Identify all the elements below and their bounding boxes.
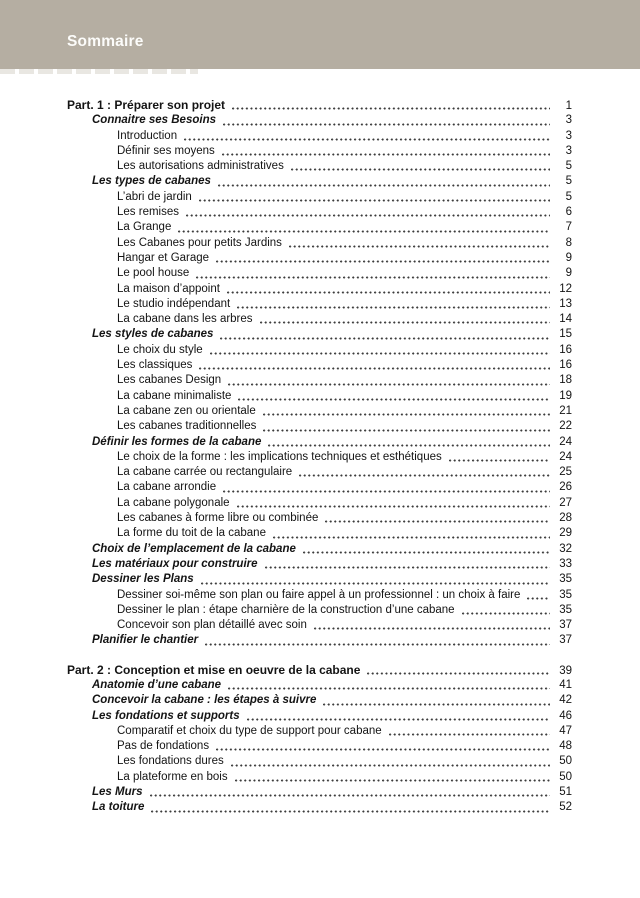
dot-leader [449, 459, 550, 462]
toc-row [67, 618, 572, 633]
toc-entry-label: Les fondations dures [117, 755, 224, 768]
toc-entry-label: Définir ses moyens [117, 144, 215, 157]
page-number: 24 [559, 435, 572, 448]
toc-row [67, 435, 572, 450]
dot-leader [186, 214, 550, 217]
page-number: 27 [559, 496, 572, 509]
toc-entry-label: La forme du toit de la cabane [117, 527, 266, 540]
dot-leader [325, 520, 550, 523]
dot-leader [216, 748, 550, 751]
dot-leader [178, 230, 550, 233]
dot-leader [218, 184, 550, 187]
toc-entry-label: Part. 2 : Conception et mise en oeuvre de la cabane [67, 662, 361, 677]
toc-entry-label: La cabane carrée ou rectangulaire [117, 466, 293, 479]
dot-leader [237, 306, 550, 309]
page-number: 6 [565, 206, 572, 219]
toc-row [67, 174, 572, 189]
toc-row [67, 542, 572, 557]
toc-row [67, 113, 572, 128]
toc-entry-label: Dessiner le plan : étape charnière de la construction d’une cabane [117, 603, 455, 616]
dot-leader [263, 413, 550, 416]
toc-entry-label: Les cabanes traditionnelles [117, 420, 257, 433]
page-number: 37 [559, 619, 572, 632]
page-number: 21 [559, 404, 572, 417]
dot-leader [232, 107, 550, 110]
dot-leader [265, 566, 550, 569]
toc-entry-label: Choix de l’emplacement de la cabane [92, 542, 296, 555]
toc-entry-label: Introduction [117, 129, 178, 142]
toc-row [67, 557, 572, 572]
toc-entry-label: Dessiner soi-même son plan ou faire appel à un professionnel : un choix à faire [117, 588, 521, 601]
page-number: 15 [559, 328, 572, 341]
page-number: 35 [559, 603, 572, 616]
toc-entry-label: La cabane minimaliste [117, 389, 232, 402]
page-number: 35 [559, 588, 572, 601]
toc-row [67, 389, 572, 404]
page-number: 39 [559, 664, 572, 677]
page-number: 48 [559, 740, 572, 753]
toc-row [67, 373, 572, 388]
toc-entry-label: La cabane arrondie [117, 481, 217, 494]
toc-entry-label: Les cabanes à forme libre ou combinée [117, 512, 319, 525]
toc-row [67, 588, 572, 603]
toc-entry-label: Planifier le chantier [92, 634, 199, 647]
dot-leader [323, 703, 550, 706]
toc-entry-label: Connaitre ses Besoins [92, 114, 216, 127]
toc-row [67, 159, 572, 174]
dot-leader [223, 123, 550, 126]
toc-row [67, 572, 572, 587]
toc-row [67, 358, 572, 373]
toc-row [67, 404, 572, 419]
toc-row [67, 709, 572, 724]
toc-row [67, 739, 572, 754]
toc-row [67, 770, 572, 785]
page-number: 32 [559, 542, 572, 555]
dot-leader [227, 291, 550, 294]
page-number: 19 [559, 389, 572, 402]
toc-entry-label: Définir les formes de la cabane [92, 435, 262, 448]
toc-row [67, 236, 572, 251]
toc-row [67, 282, 572, 297]
toc-entry-label: Les autorisations administratives [117, 160, 284, 173]
page-number: 28 [559, 512, 572, 525]
page-number: 3 [565, 114, 572, 127]
toc-row [67, 754, 572, 769]
page-number: 22 [559, 420, 572, 433]
toc-entry-label: L’abri de jardin [117, 190, 192, 203]
dot-leader [196, 276, 550, 279]
dot-leader [150, 794, 551, 797]
toc-entry-label: Hangar et Garage [117, 251, 210, 264]
toc-row [67, 724, 572, 739]
toc-row [67, 800, 572, 815]
page-number: 5 [565, 190, 572, 203]
toc-entry-label: Dessiner les Plans [92, 573, 194, 586]
dot-leader [263, 429, 550, 432]
page-number: 33 [559, 557, 572, 570]
toc-entry-label: Les Cabanes pour petits Jardins [117, 236, 282, 249]
page-number: 47 [559, 724, 572, 737]
dot-leader [231, 764, 550, 767]
toc-entry-label: Le pool house [117, 267, 190, 280]
toc-entry-label: La cabane polygonale [117, 496, 230, 509]
toc-entry-label: Le choix du style [117, 343, 203, 356]
dot-leader [210, 352, 550, 355]
toc-entry-label: La Grange [117, 221, 172, 234]
dot-leader [184, 138, 550, 141]
toc-row [67, 465, 572, 480]
toc-list [67, 98, 572, 816]
page-number: 50 [559, 755, 572, 768]
toc-row [67, 98, 572, 113]
page-title: Sommaire [67, 33, 144, 50]
toc-row [67, 603, 572, 618]
dot-leader [247, 718, 550, 721]
toc-entry-label: Anatomie d’une cabane [92, 678, 222, 691]
dot-leader [235, 779, 550, 782]
toc-entry-label: La maison d’appoint [117, 282, 220, 295]
dot-leader [222, 153, 550, 156]
toc-row [67, 785, 572, 800]
dot-leader [462, 612, 550, 615]
page-number: 50 [559, 770, 572, 783]
toc-entry-label: Part. 1 : Préparer son projet [67, 98, 226, 112]
page-number: 42 [559, 694, 572, 707]
dot-leader [205, 643, 550, 646]
toc-row [67, 205, 572, 220]
toc-row [67, 312, 572, 327]
toc-entry-label: Le studio indépendant [117, 297, 231, 310]
toc-row [67, 693, 572, 708]
toc-entry-label: Les matériaux pour construire [92, 557, 258, 570]
toc-entry-label: Comparatif et choix du type de support pour cabane [117, 724, 382, 737]
toc-entry-label: Les fondations et supports [92, 709, 240, 722]
dot-leader [273, 536, 550, 539]
dot-leader [199, 199, 550, 202]
toc-entry-label: La cabane zen ou orientale [117, 404, 256, 417]
page-number: 9 [565, 251, 572, 264]
page-number: 37 [559, 634, 572, 647]
page-number: 52 [559, 801, 572, 814]
page-number: 26 [559, 481, 572, 494]
page-number: 8 [565, 236, 572, 249]
dot-leader [220, 337, 550, 340]
toc-row [67, 450, 572, 465]
toc-row [67, 144, 572, 159]
toc-entry-label: Les classiques [117, 359, 193, 372]
page-number: 9 [565, 267, 572, 280]
toc-entry-label: Les remises [117, 206, 179, 219]
toc-entry-label: La plateforme en bois [117, 770, 228, 783]
toc-entry-label: Les Murs [92, 786, 143, 799]
dot-leader [289, 245, 550, 248]
dot-leader [228, 687, 550, 690]
page-number: 5 [565, 160, 572, 173]
dot-leader [237, 505, 550, 508]
page-number: 16 [559, 359, 572, 372]
toc-row [67, 419, 572, 434]
toc-entry-label: Concevoir son plan détaillé avec soin [117, 619, 307, 632]
toc-row [67, 251, 572, 266]
dot-leader [151, 810, 550, 813]
toc-row [67, 663, 572, 678]
page-number: 3 [565, 129, 572, 142]
page-number: 29 [559, 527, 572, 540]
dot-leader [223, 490, 550, 493]
toc-entry-label: Les types de cabanes [92, 175, 211, 188]
page-number: 5 [565, 175, 572, 188]
toc-row [67, 511, 572, 526]
toc-entry-label: Pas de fondations [117, 740, 210, 753]
page-number: 13 [559, 297, 572, 310]
dot-leader [216, 260, 550, 263]
dot-leader [367, 672, 550, 675]
page-number: 1 [565, 100, 572, 112]
toc-row [67, 266, 572, 281]
dot-leader [228, 383, 550, 386]
toc-row [67, 190, 572, 205]
page-number: 41 [559, 678, 572, 691]
page-number: 51 [559, 786, 572, 799]
toc-entry-label: Les cabanes Design [117, 374, 222, 387]
toc-row [67, 220, 572, 235]
toc-row [67, 297, 572, 312]
dot-leader [201, 582, 550, 585]
toc-entry-label: Les styles de cabanes [92, 328, 214, 341]
dot-leader [527, 597, 550, 600]
toc-row [67, 678, 572, 693]
dot-leader [314, 627, 550, 630]
dot-leader [260, 321, 550, 324]
toc-row [67, 633, 572, 648]
dot-leader [238, 398, 550, 401]
toc-entry-label: Concevoir la cabane : les étapes à suivre [92, 694, 317, 707]
toc-row [67, 129, 572, 144]
toc-entry-label: La toiture [92, 801, 145, 814]
dot-leader [199, 367, 550, 370]
page-number: 46 [559, 709, 572, 722]
dot-leader [303, 551, 550, 554]
toc-row [67, 480, 572, 495]
page-number: 18 [559, 374, 572, 387]
page-number: 25 [559, 466, 572, 479]
page-number: 7 [565, 221, 572, 234]
toc-entry-label: Le choix de la forme : les implications techniques et esthétiques [117, 450, 442, 463]
toc-row [67, 343, 572, 358]
page-number: 24 [559, 450, 572, 463]
page-number: 12 [559, 282, 572, 295]
dot-leader [299, 474, 550, 477]
header-band [0, 0, 640, 69]
toc-entry-label: La cabane dans les arbres [117, 313, 253, 326]
dot-leader [268, 444, 550, 447]
page-number: 16 [559, 343, 572, 356]
page-number: 35 [559, 573, 572, 586]
page-number: 3 [565, 144, 572, 157]
toc-row [67, 526, 572, 541]
header-band-shadow [0, 69, 198, 74]
dot-leader [291, 168, 550, 171]
page-number: 14 [559, 313, 572, 326]
toc-row [67, 327, 572, 342]
toc-row [67, 496, 572, 511]
dot-leader [389, 733, 550, 736]
